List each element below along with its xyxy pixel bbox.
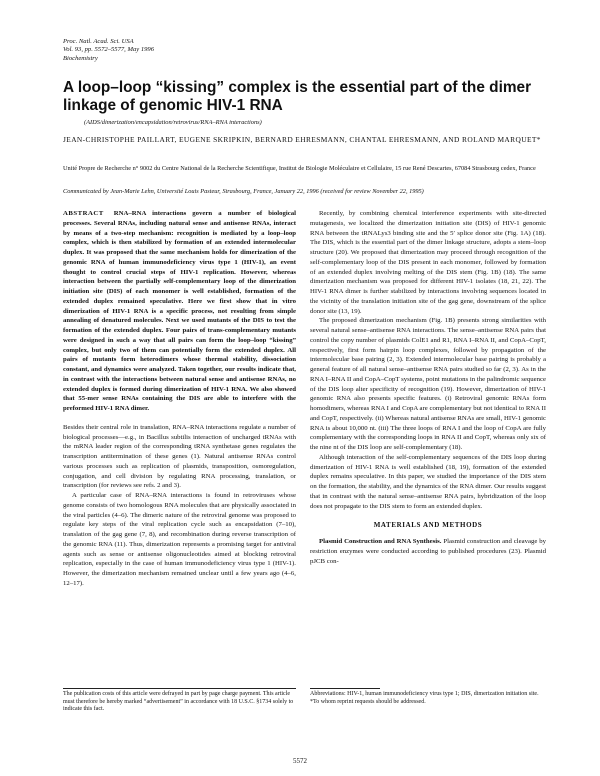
journal-section: Biochemistry	[63, 54, 98, 62]
article-title: A loop–loop “kissing” complex is the essential part of the dimer linkage of genomic HIV-1 RNA	[63, 79, 532, 114]
journal-header	[63, 38, 154, 63]
abstract-label: ABSTRACT	[63, 210, 104, 217]
footnote-rule-right	[310, 688, 380, 689]
correspondence-note: *To whom reprint requests should be addressed.	[310, 698, 426, 705]
methods-heading: MATERIALS AND METHODS	[373, 521, 483, 530]
journal-volume: Vol. 93, pp. 5572–5577, May 1996	[63, 46, 155, 54]
publication-cost-note: The publication costs of this article were defrayed in part by page charge payment. This article must therefore be hereby marked “advertisement” in accordance with 18 U.S.C. §1734 solely to indicate this fact.	[63, 691, 294, 713]
intro-paragraph-3: Recently, by combining chemical interference experiments with site-directed mutagenesis, we localized the dimerization initiation site (DIS) of HIV-1 genomic RNA between the tRNALys3 binding site and the 5′ splice donor site (Fig. 1A) (18). The DIS, which is the essential part of the dimer linkage structure, adopts a stem–loop structure (20). We proposed that dimerization may proceed through recognition of the self-complementary loop of the DIS present in each monomer, followed by formation of an extended duplex involving melting of the DIS stem (Fig. 1B) (18). The same dimerization mechanism was proposed for different HIV-1 isolates (18, 21, 22). The HIV-1 RNA dimer is further stabilized by interactions involving sequences located in the vicinity of the translation initiation site of the gag gene, downstream of the splice donor site (13, 19).	[310, 210, 546, 315]
abbreviations-note: Abbreviations: HIV-1, human immunodeficiency virus type 1; DIS, dimerization initiation site.	[310, 691, 539, 697]
methods-paragraph	[310, 537, 546, 566]
right-column	[310, 209, 546, 566]
author-list: JEAN-CHRISTOPHE PAILLART, EUGENE SKRIPKIN, BERNARD EHRESMANN, CHANTAL EHRESMANN, AND ROLAND MARQUET*	[63, 135, 541, 144]
communicated-by: Communicated by Jean-Marie Lehn, Université Louis Pasteur, Strasbourg, France, January 22, 1996 (received for review November 22, 1995)	[63, 188, 424, 195]
keywords: (AIDS/dimerization/encapsidation/retrovirus/RNA–RNA interactions)	[84, 119, 262, 126]
intro-paragraph-2: A particular case of RNA–RNA interactions is found in retroviruses whose genome consists of two homologous RNA molecules that are physically associated in the viral particles (4–6). The dimeric nature of the retroviral genome was proposed to regulate key steps of the viral replication cycle such as encapsidation (7–10), translation of the gag gene (7, 8), and recombination during reverse transcription of the genomic RNA (11). Thus, dimerization represents a promising target for antiviral agents such as sense or antisense oligonucleotides aimed at blocking retroviral replication, especially in the case of human immunodeficiency virus type 1 (HIV-1). However, the dimerization mechanism remained unclear until a few years ago (4–6, 12–17).	[63, 492, 296, 587]
methods-subhead: Plasmid Construction and RNA Synthesis.	[319, 538, 442, 545]
journal-name: Proc. Natl. Acad. Sci. USA	[63, 38, 134, 45]
affiliation: Unité Propre de Recherche n° 9002 du Centre National de la Recherche Scientifique, Institut de Biologie Moléculaire et Cellulaire, 15 rue René Descartes, 67084 Strasbourg cedex, France	[63, 165, 536, 172]
page-number: 5572	[293, 757, 307, 765]
methods-text: Plasmid construction and cleavage by restriction enzymes were conducted according to published procedures (23). Plasmid pJCB con-	[310, 538, 546, 565]
abstract-text: RNA–RNA interactions govern a number of biological processes. Several RNAs, including natural sense and antisense RNAs, interact by means of a two-step mechanism: recognition is mediated by a loop–loop complex, which is then stabilized by formation of an extended intermolecular duplex. It was proposed that the same mechanism holds for dimerization of the genomic RNA of human immunodeficiency virus type 1 (HIV-1), an event thought to control crucial steps of HIV-1 replication. However, whereas interaction between the partially self-complementary loop of the dimerization initiation site (DIS) of each monomer is well established, formation of the extended duplex remained speculative. Here we first show that in vitro dimerization of HIV-1 RNA is a specific process, not resulting from simple annealing of denatured molecules. Next we used mutants of the DIS to test the formation of the extended duplex. Four pairs of trans-complementary mutants were designed in such a way that all pairs can form the loop–loop “kissing” complex, but only two of them can potentially form the extended duplex. All pairs of mutants form heterodimers whose thermal stability, dissociation constant, and dynamics were analyzed. Taken together, our results indicate that, in contrast with the interactions between natural sense and antisense RNAs, no extended duplex is formed during dimerization of HIV-1 RNA. We also showed that 55-mer sense RNAs containing the DIS are able to interfere with the preformed HIV-1 RNA dimer.	[63, 210, 296, 412]
intro-paragraph-4: The proposed dimerization mechanism (Fig. 1B) presents strong similarities with several natural sense–antisense RNA interactions. The sense–antisense RNA pairs that control the copy number of plasmids ColE1 and R1, RNA I–RNA II, and CopA–CopT, respectively, first form hairpin loop complexes, followed by propagation of the intermolecular base pairing (2, 3). Extended intermolecular base pairing is probably a general feature of all natural sense–antisense RNA pairs studied so far (2, 3). As in the RNA I–RNA II and CopA–CopT systems, point mutations in the palindromic sequence of the DIS loop alter specificity of recognition (19). However, dimerization of HIV-1 genomic RNA also presents specific features. (i) Retroviral genomic RNAs form homodimers, whereas RNA I and CopA are complementary but not identical to RNA II and CopT, respectively. (ii) Whereas natural antisense RNAs are small, HIV-1 genomic RNA is about 10,000 nt. (iii) The three loops of RNA I and the loop of CopA are fully complementary with the corresponding loops in RNA II and CopT, whereas only six of the nine nt of the DIS loop are self-complementary (18).	[310, 317, 546, 451]
intro-paragraph-5: Although interaction of the self-complementary sequences of the DIS loop during dimerization of HIV-1 RNA is well established (18, 19), formation of the extended duplex remains speculative. In this paper, we studied the importance of the DIS stem on the formation, the stability, and the dynamics of the RNA dimer. Our results suggest that in contrast with the natural sense–antisense RNA pairs, hybridization of the loop does not propagate to the DIS stem to form an extended duplex.	[310, 453, 546, 510]
abstract	[63, 209, 296, 414]
intro-paragraph-1: Besides their central role in translation, RNA–RNA interactions regulate a number of biological processes—e.g., in Bacillus subtilis interaction of uncharged tRNAs with the mRNA leader region of the corresponding tRNA synthetase genes regulates the transcription antitermination of these genes (1). Natural antisense RNAs control various processes such as replication of plasmids, transposition, osmoregulation, conjugation, and cell division by regulating RNA processing, translation, or transcription (for reviews see refs. 2 and 3).	[63, 423, 296, 490]
footnote-rule-left	[63, 688, 296, 689]
left-column	[63, 209, 296, 589]
footnotes-right	[310, 691, 546, 706]
